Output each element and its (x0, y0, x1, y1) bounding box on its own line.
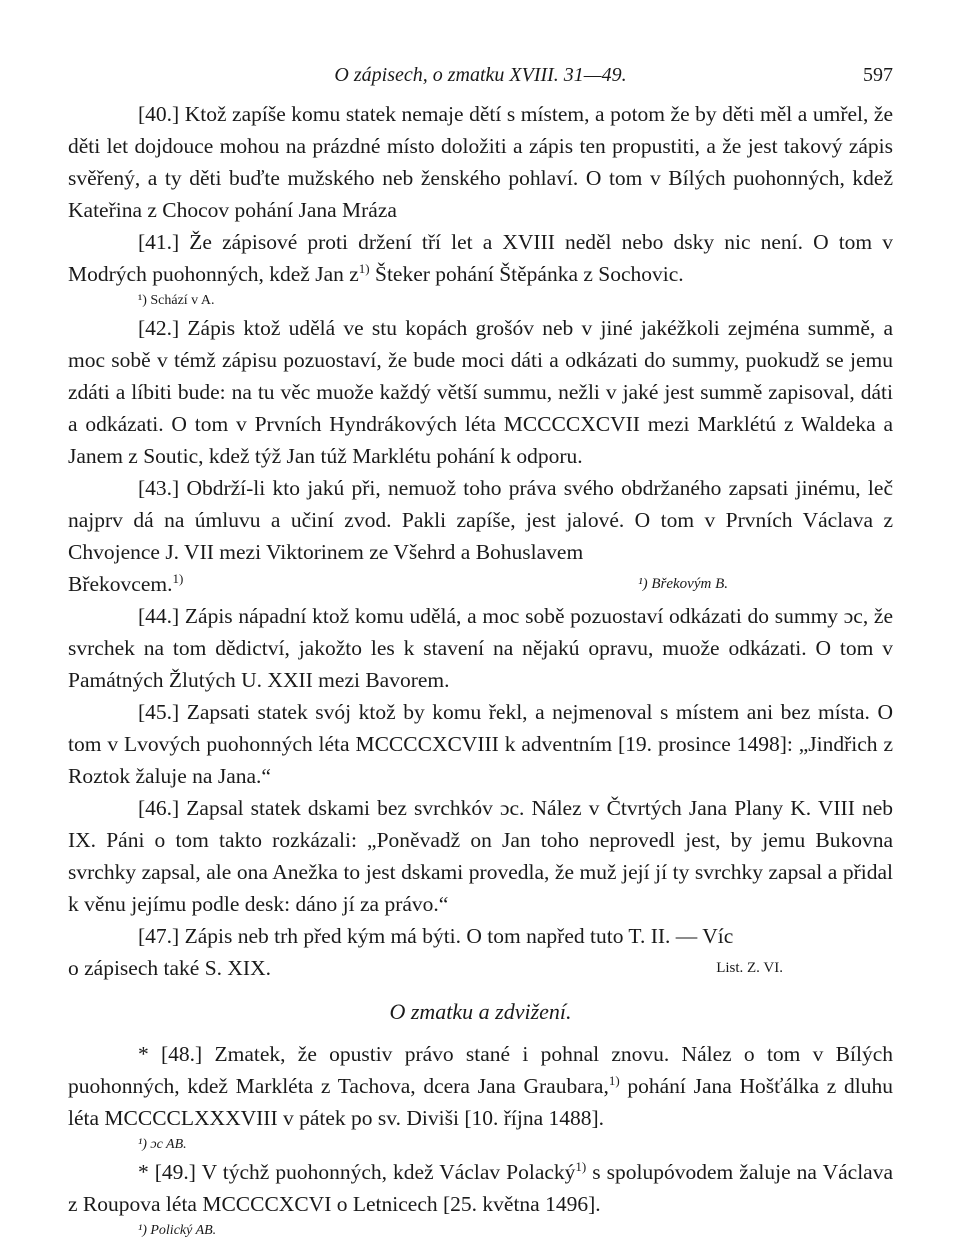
paragraph-47-note: List. Z. VI. (716, 960, 783, 976)
paragraph-49 (68, 1156, 893, 1220)
paragraph-43: [43.] Obdrží-li kto jakú při, nemuož toho práva svého obdržaného zapsati jinému, leč najprv dá na úmluvu a učiní zvod. Pakli zapíše, jest jalové. O tom v Prvních Václava z Chvojence J. VII mezi Viktorinem ze Všehrd a Bohuslavem (68, 476, 893, 564)
paragraph-47-last-line (68, 952, 893, 984)
footnote-marker: 1) (575, 1158, 587, 1174)
footnote-43: ¹) Břekovým B. (638, 576, 728, 592)
running-title: O zápisech, o zmatku XVIII. 31—49. (334, 64, 627, 86)
running-header (68, 64, 893, 98)
footnote-marker: 1) (172, 570, 184, 586)
paragraph-43-last-text: Břekovcem. (68, 572, 173, 596)
paragraph-47-last-text: o zápisech také S. XIX. (68, 956, 271, 980)
footnote-49: ¹) Polický AB. (138, 1223, 217, 1238)
paragraph-42: [42.] Zápis ktož udělá ve stu kopách grošóv neb v jiné jakéžkoli zejména summě, a moc sobě v témž zápisu pozuostaví, že bude moci dáti a odkázati do summy, puokudž se jemu zdáti a líbiti bude: na tu věc muože každý větší summu, nežli v jaké jest summě zapisoval, dáti a odkázati. O tom v Prvních Hyndrákových léta MCCCCXCVII mezi Marklétú z Waldeka a Janem z Soutic, kdež týž Jan túž Marklétu pohání k odporu. (68, 316, 893, 468)
paragraph-48-end: pohání Jana Hošťálka z dluhu léta MCCCCLXXXVIII v pátek po sv. Diviši [10. října 1488]. (68, 1074, 894, 1130)
paragraph-48 (68, 1038, 893, 1134)
section-heading: O zmatku a zdvižení. (389, 999, 572, 1024)
paragraph-48-text: * [48.] Zmatek, že opustiv právo stané i pohnal znovu. Nález o tom v Bílých puohonných, kdež Markléta z Tachova, dcera Jana Graubara, (68, 1042, 893, 1098)
paragraph-41-text: [41.] Že zápisové proti držení tří let a XVIII neděl nebo dsky nic není. O tom v Modrých puohonných, kdež Jan z (68, 230, 893, 286)
footnote-marker: 1) (608, 1072, 620, 1088)
paragraph-41-end: Šteker pohání Štěpánka z Sochovic. (369, 262, 684, 286)
footnote-48: ¹) ɔc AB. (138, 1137, 187, 1152)
paragraph-49-text: * [49.] V týchž puohonných, kdež Václav Polacký (138, 1160, 576, 1184)
page-number: 597 (863, 64, 893, 86)
paragraph-46: [46.] Zapsal statek dskami bez svrchkóv ɔc. Nález v Čtvrtých Jana Plany K. VIII neb IX. Páni o tom takto rozkázali: „Poněvadž on Jan toho neprovedl jest, by jemu Bukovna svrchky zapsal, ale ona Anežka to jest dskami provedla, že muž její jí ty svrchky zapsal a přidal k věnu jejímu podle desk: dáno jí za právo.“ (68, 796, 893, 916)
paragraph-49-end: s spolupóvodem žaluje na Václava z Roupova léta MCCCCXCVI o Letnicech [25. května 1496]. (68, 1160, 893, 1216)
paragraph-43-last-line (68, 568, 893, 600)
paragraph-40: [40.] Ktož zapíše komu statek nemaje dětí s místem, a potom že by děti měl a umřel, že děti let dojdouce mohou na prázdné místo doložiti a zápis ten propustiti, a že jest takový zápis svěřený, a ty děti buďte mužského neb ženského pohlaví. O tom v Bílých puohonných, kdež Kateřina z Chocov pohání Jana Mráza (68, 102, 893, 222)
paragraph-41 (68, 226, 893, 290)
paragraph-44: [44.] Zápis nápadní ktož komu udělá, a moc sobě pozuostaví odkázati do summy ɔc, že svrchek na tom dědictví, jakožto les k stavení na nějakú opravu, muože odkázati. O tom v Památných Žlutých U. XXII mezi Bavorem. (68, 604, 893, 692)
footnote-41: ¹) Schází v A. (138, 293, 215, 308)
paragraph-47: [47.] Zápis neb trh před kým má býti. O tom napřed tuto T. II. — Víc (138, 924, 734, 948)
footnote-marker: 1) (358, 260, 370, 276)
paragraph-45: [45.] Zapsati statek svój ktož by komu řekl, a nejmenoval s místem ani bez místa. O tom v Lvových puohonných léta MCCCCXCVIII k adventním [19. prosince 1498]: „Jindřich z Roztok žaluje na Jana.“ (68, 700, 893, 788)
document-page (68, 64, 893, 1242)
